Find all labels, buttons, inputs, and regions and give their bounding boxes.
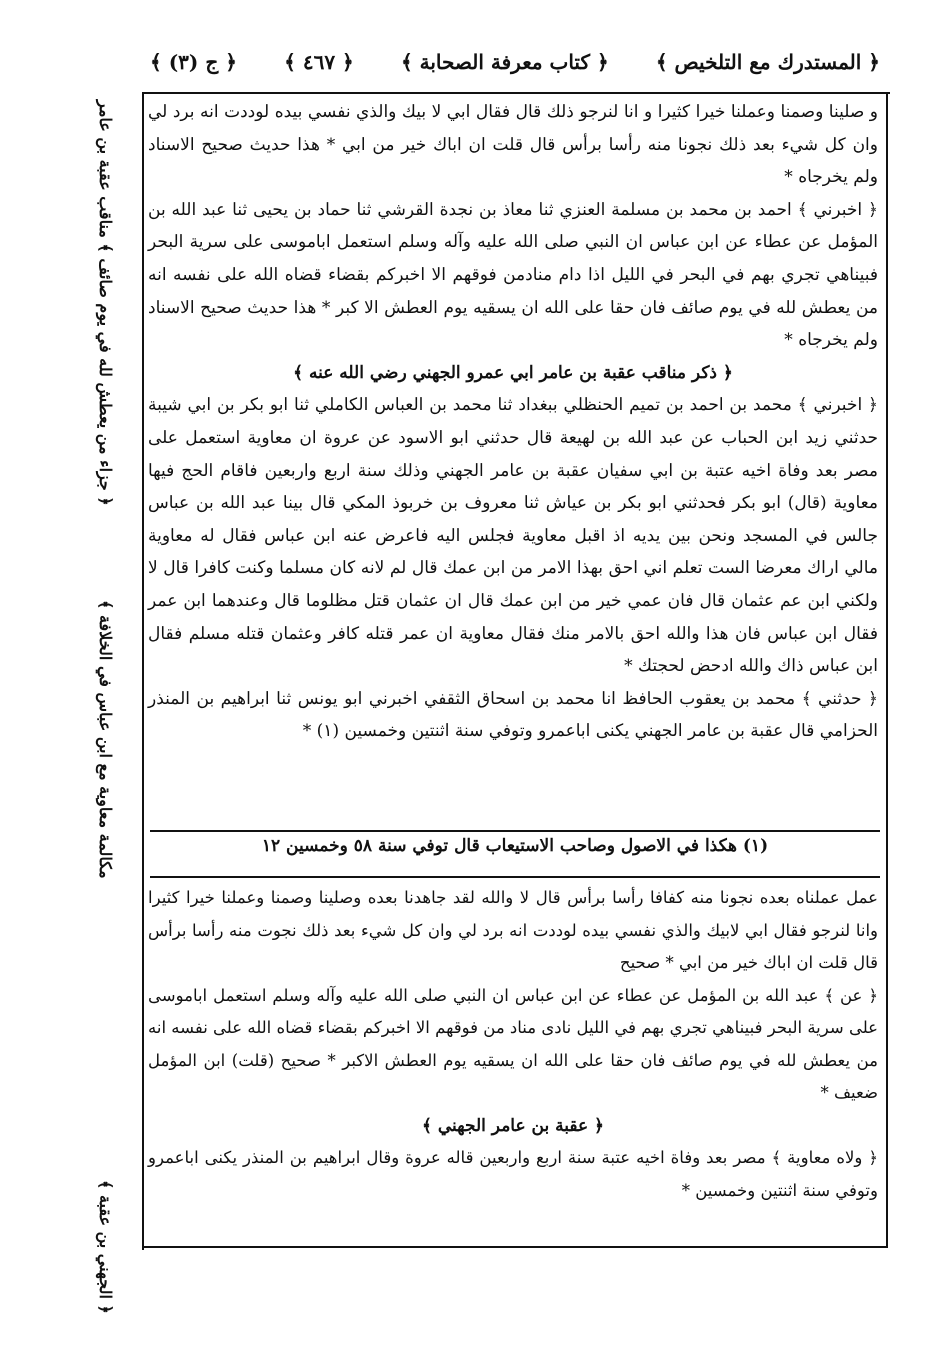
main-paragraph: ﴿ اخبرني ﴾ محمد بن احمد بن تميم الحنظلي ببغداد ثنا محمد بن العباس الكاملي ثنا ابو بكر بن ابي شيبة حدثني زيد ابن الحباب عن عبد الله بن لهيعة قال حدثني ابو الاسود عن عروة ان معاوية استعمل على مصر بعد وفاة اخيه عتبة بن ابي سفيان عقبة بن عامر الجهني وذلك سنة اربع واربعين فاقام الحج فيها معاوية (قال) ابو بكر فحدثني ابو بكر بن عياش ثنا معروف بن خربوذ المكي قال بينا عبد الله بن عباس جالس في المسجد ونحن بين يديه اذ اقبل معاوية فجلس اليه فاعرض عنه ابن عباس فقال له معاوية مالي اراك معرضا الست تعلم اني احق بهذا الامر من ابن عمك قال لم لانه كان مسلما وكنت كافرا قال لا ولكني ابن عم عثمان قال فان عمي خير من ابن عمك قال ان عثمان قتل مظلوما قال وعندهما ابن عمر فقال ابن عباس فان هذا والله احق بالامر منك فقال معاوية ان عمر قتله كافر وعثمان قتله مسلم فقال ابن عباس ذاك والله ادحض لحجتك * (148, 395, 879, 677)
page-header (150, 40, 880, 84)
talkhis-paragraph: ﴿ عن ﴾ عبد الله بن المؤمل عن عطاء عن ابن عباس ان النبي صلى الله عليه وآله وسلم استعمل اباموسى على سرية البحر فبيناهي تجري بهم في الليل نادى مناد من فوقهم الا اخبركم بقضاء قضاه الله على نفسه انه من يعطش لله في يوم صائف فان حقا على الله ان يسقيه يوم العطش الاكبر * صحيح (قلت) ابن المؤمل ضعيف * (148, 985, 878, 1102)
book-title: ﴿ المستدرك مع التلخيص ﴾ (655, 50, 880, 74)
talkhis-text (148, 882, 878, 1207)
talkhis-paragraph: عمل عملناه بعده نجونا منه كفافا رأسا برأس قال لا والله لقد جاهدنا بعده وصلينا وصمنا وعملنا خيرا كثيرا وانا لنرجو فقال ابي لابيك والذي نفسي بيده لوددت انه برد لي وان كل شيء بعد ذلك نجوت منه رأسا برأس قال قلت ان اباك خير من ابي * صحيح (148, 888, 878, 972)
footnote: (١) هكذا في الاصول وصاحب الاستيعاب قال توفي سنة ٥٨ وخمسين ١٢ (261, 836, 769, 856)
main-paragraph: و صلينا وصمنا وعملنا خيرا كثيرا و انا لنرجو ذلك قال فقال ابي لا بيك والذي نفسي بيده لوددت انه برد لي وان كل شيء بعد ذلك نجونا منه رأسا برأس قال قلت ان اباك خير من ابي * هذا حديث صحيح الاسناد ولم يخرجاه * (148, 102, 878, 188)
margin-note: مكالمة معاوية مع ابن عباس في الخلافة ﴾ (96, 600, 115, 879)
frame-right-rule (886, 92, 888, 1248)
main-paragraph: ﴿ اخبرني ﴾ احمد بن محمد بن مسلمة العنزي ثنا معاذ بن نجدة القرشي ثنا حماد بن يحيى ثنا عبد الله بن المؤمل عن عطاء عن ابن عباس ان النبي صلى الله عليه وآله وسلم استعمل اباموسى على سرية البحر فبيناهي تجري بهم في البحر في الليل اذا دام منادمن فوقهم الا اخبركم بقضاء قضاه الله على نفسه انه من يعطش لله في يوم صائف فان حقا على الله ان يسقيه يوم العطش الا كبر * هذا حديث صحيح الاسناد ولم يخرجاه * (148, 199, 878, 351)
section-title: ﴿ كتاب معرفة الصحابة ﴾ (400, 50, 609, 74)
margin-note: ﴿ الجهني بن عقبة ﴾ (96, 1180, 115, 1314)
main-text (148, 96, 878, 748)
volume-number: ﴿ ج (٣) ﴾ (150, 50, 237, 74)
footnote-divider (150, 830, 880, 832)
page-number: ﴿ ٤٦٧ ﴾ (284, 50, 354, 74)
frame-bottom-rule (142, 1246, 888, 1248)
section-heading: ﴿ ذكر مناقب عقبة بن عامر ابي عمرو الجهني رضي الله عنه ﴾ (293, 362, 733, 383)
talkhis-divider (150, 876, 880, 878)
main-paragraph: ﴿ حدثني ﴾ محمد بن يعقوب الحافظ انا محمد بن اسحاق الثقفي اخبرني ابو يونس ثنا ابراهيم بن المنذر الحزامي قال عقبة بن عامر الجهني يكنى اباعمرو وتوفي سنة اثنتين وخمسين (١) * (148, 688, 878, 742)
margin-note: ﴿ جزاء من يعطش لله في يوم صائف ﴾ مناقب عقبة بن عامر (96, 100, 115, 506)
talkhis-heading: ﴿ عقبة بن عامر الجهني ﴾ (422, 1115, 604, 1136)
talkhis-paragraph: ﴿ ولاه معاوية ﴾ مصر بعد وفاة اخيه عتبة سنة اربع واربعين قاله عروة وقال ابراهيم بن المنذر يكنى اباعمرو وتوفي سنة اثنتين وخمسين * (148, 1148, 878, 1200)
